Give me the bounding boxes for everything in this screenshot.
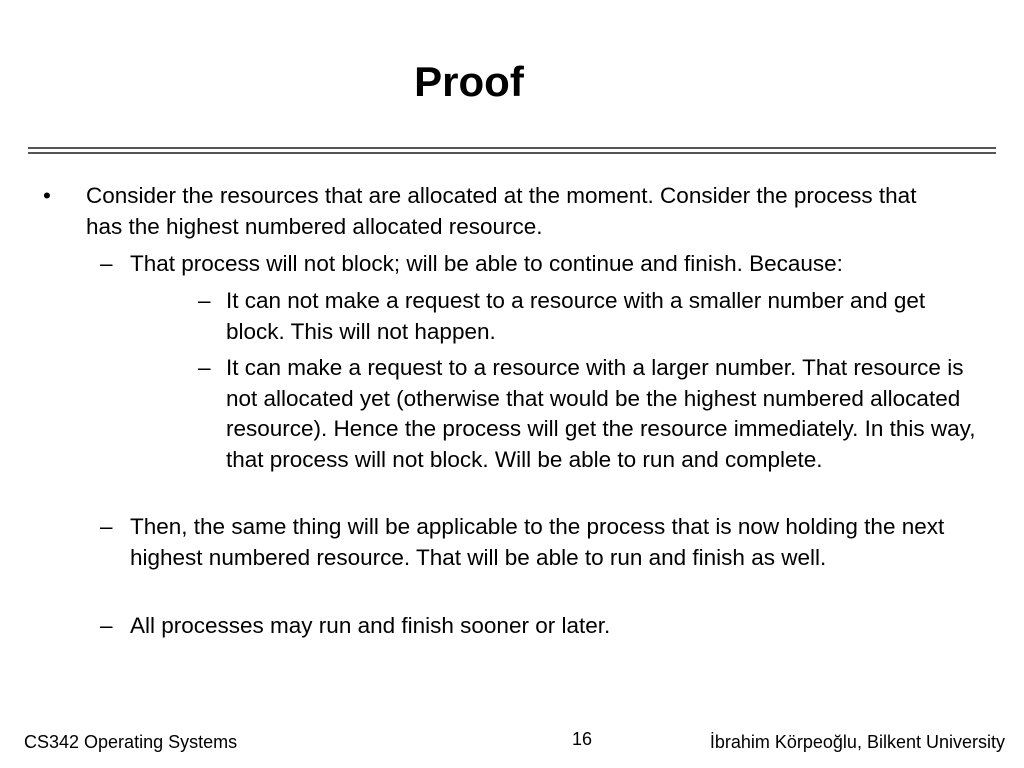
footer-author: İbrahim Körpeoğlu, Bilkent University (709, 732, 1005, 752)
sub-point-3-text: All processes may run and finish sooner or later. (130, 613, 611, 638)
dash-marker: – (100, 613, 113, 638)
sub-point-1 (100, 249, 990, 280)
bullet-point-1 (43, 181, 946, 242)
sub-point-3 (100, 611, 990, 642)
sub-sub-point-1-text: It can not make a request to a resource with a smaller number and get block. This will not happen. (226, 288, 926, 344)
dash-marker: – (100, 514, 113, 539)
sub-point-2 (100, 512, 990, 573)
footer-course: CS342 Operating Systems (24, 732, 238, 752)
dash-marker: – (100, 251, 113, 276)
sub-point-2-text: Then, the same thing will be applicable to the process that is now holding the next highest numbered resource. That will be able to run and finish as well. (130, 514, 945, 570)
title-divider-bottom (28, 152, 996, 154)
sub-point-1-text: That process will not block; will be able to continue and finish. Because: (130, 251, 843, 276)
sub-sub-point-2-text: It can make a request to a resource with a larger number. That resource is not allocated yet (otherwise that would be the highest numbered allocated resource). Hence the process will get the resource immediately. In this way, that process will not block. Will be able to run and complete. (226, 355, 976, 472)
bullet-point-1-text: Consider the resources that are allocated at the moment. Consider the process that has the highest numbered allocated resource. (86, 183, 917, 239)
sub-sub-point-2 (198, 353, 976, 475)
slide-title: Proof (414, 58, 524, 105)
dash-marker: – (198, 355, 211, 380)
page-number: 16 (571, 729, 593, 749)
bullet-marker: • (43, 183, 51, 208)
title-divider-top (28, 147, 996, 149)
sub-sub-point-1 (198, 286, 976, 347)
dash-marker: – (198, 288, 211, 313)
